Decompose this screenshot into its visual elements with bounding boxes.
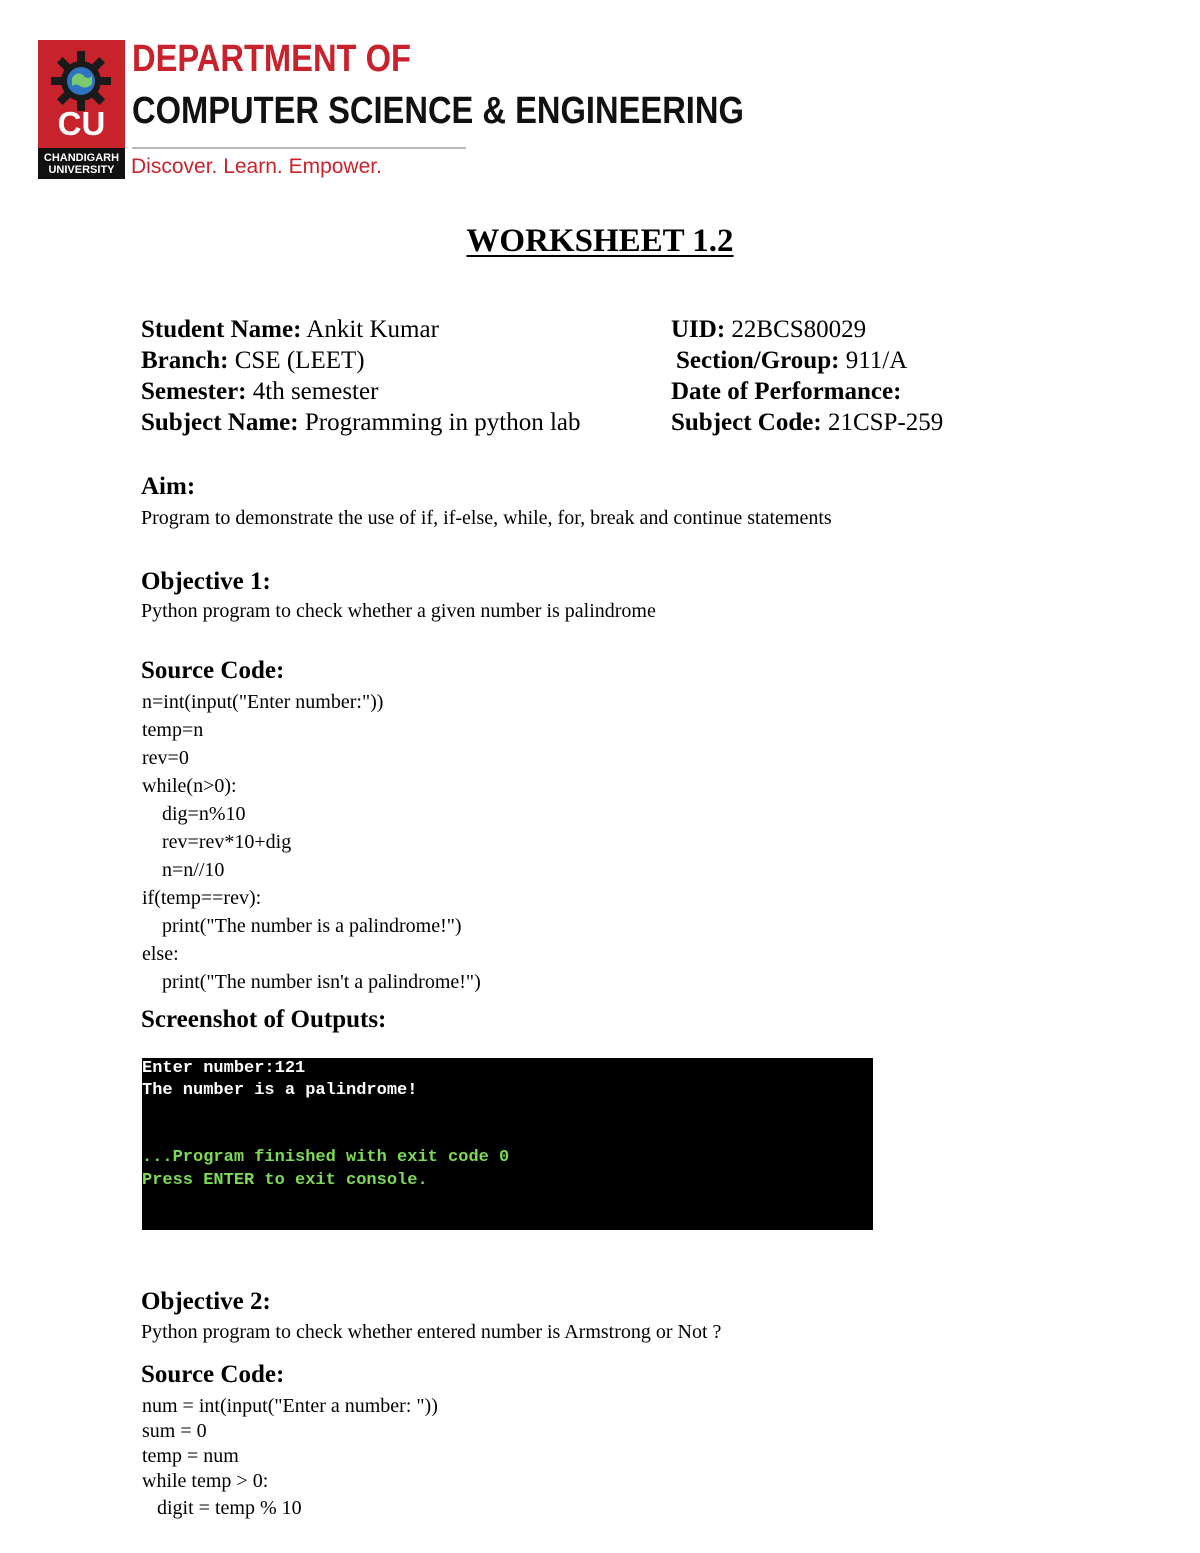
code-line: print("The number isn't a palindrome!") [142, 971, 481, 993]
code-line: n=int(input("Enter number:")) [142, 691, 384, 713]
console-line: The number is a palindrome! [142, 1081, 418, 1100]
objective2-text: Python program to check whether entered number is Armstrong or Not ? [141, 1321, 722, 1343]
code-line: dig=n%10 [142, 803, 246, 825]
subject-name-value: Programming in python lab [298, 409, 581, 436]
date-of-performance-row [671, 376, 901, 407]
objective2-heading: Objective 2: [141, 1288, 271, 1315]
date-of-performance-label: Date of Performance: [671, 378, 902, 405]
tagline: Discover. Learn. Empower. [131, 155, 382, 178]
semester-value: 4th semester [246, 378, 379, 405]
objective1-heading: Objective 1: [141, 568, 271, 595]
section-group-row [676, 345, 907, 376]
student-name-value: Ankit Kumar [301, 316, 439, 343]
student-name-label: Student Name: [141, 316, 302, 343]
code-line: digit = temp % 10 [142, 1497, 302, 1519]
subject-code-value: 21CSP-259 [821, 409, 944, 436]
code-line: while temp > 0: [142, 1470, 269, 1492]
console-line: Enter number:121 [142, 1059, 306, 1078]
objective2-source-heading: Source Code: [141, 1361, 285, 1388]
code-line: rev=0 [142, 747, 189, 769]
worksheet-title-text: WORKSHEET 1.2 [466, 223, 734, 259]
console-output-screenshot [142, 1058, 873, 1230]
code-line: temp=n [142, 719, 204, 741]
console-line: Press ENTER to exit console. [142, 1171, 428, 1190]
uid-label: UID: [671, 316, 726, 343]
output-screenshot-heading: Screenshot of Outputs: [141, 1006, 387, 1033]
code-line: num = int(input("Enter a number: ")) [142, 1395, 438, 1417]
code-line: else: [142, 943, 179, 965]
code-line: while(n>0): [142, 775, 237, 797]
subject-name-label: Subject Name: [141, 409, 299, 436]
code-line: if(temp==rev): [142, 887, 262, 909]
aim-heading: Aim: [141, 473, 196, 500]
code-line: rev=rev*10+dig [142, 831, 292, 853]
objective1-source-heading: Source Code: [141, 657, 285, 684]
subject-code-row [671, 407, 943, 438]
objective1-text: Python program to check whether a given number is palindrome [141, 600, 656, 622]
uid-value: 22BCS80029 [725, 316, 867, 343]
subject-code-label: Subject Code: [671, 409, 822, 436]
semester-label: Semester: [141, 378, 247, 405]
code-line: sum = 0 [142, 1420, 207, 1442]
uid-row [671, 314, 866, 345]
code-line: n=n//10 [142, 859, 225, 881]
section-group-value: 911/A [839, 347, 908, 374]
semester-row [141, 376, 378, 407]
branch-value: CSE (LEET) [228, 347, 365, 374]
branch-row [141, 345, 365, 376]
code-line: print("The number is a palindrome!") [142, 915, 462, 937]
department-title-line1: DEPARTMENT OF [132, 38, 411, 80]
worksheet-title [0, 220, 1200, 262]
console-line: ...Program finished with exit code 0 [142, 1148, 510, 1167]
aim-text: Program to demonstrate the use of if, if-else, while, for, break and continue statements [141, 507, 832, 529]
department-title-line2: COMPUTER SCIENCE & ENGINEERING [132, 90, 744, 132]
logo-cu-text: CU [57, 105, 106, 142]
section-group-label: Section/Group: [676, 347, 840, 374]
logo-university-line1: CHANDIGARH [43, 152, 120, 164]
code-line: temp = num [142, 1445, 239, 1467]
student-name-row [141, 314, 439, 345]
logo-university-line2: UNIVERSITY [48, 164, 115, 176]
subject-name-row [141, 407, 581, 438]
university-logo [38, 40, 125, 179]
tagline-divider [132, 147, 466, 149]
branch-label: Branch: [141, 347, 229, 374]
